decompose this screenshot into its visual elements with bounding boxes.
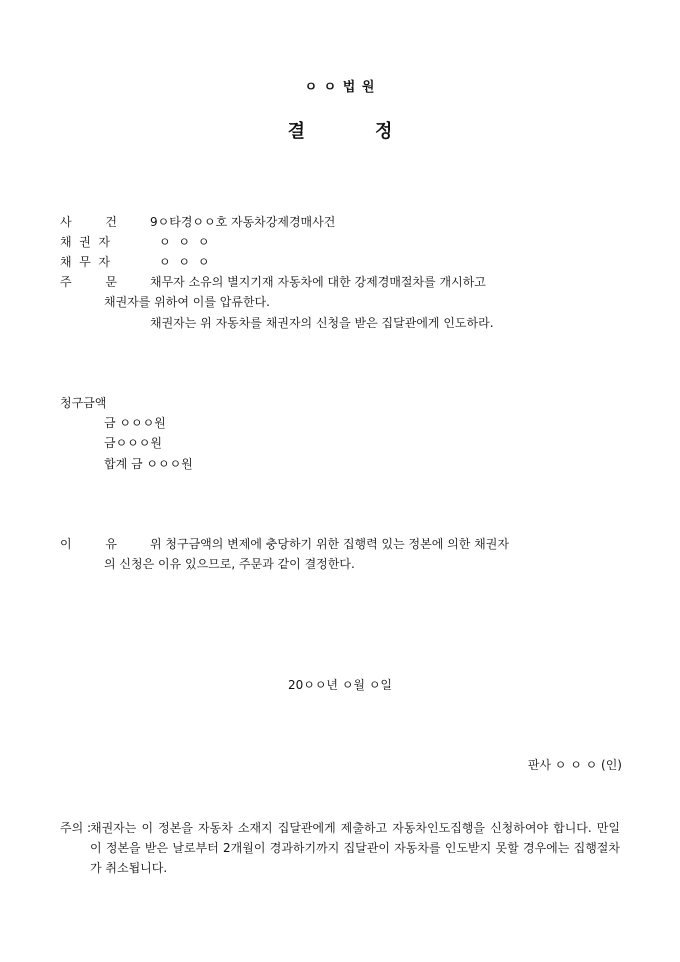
claim-total: 합계 금 ㅇㅇㅇ원 [104,457,193,471]
title-char-2: 정 [375,121,393,142]
claim-line-1: 금 ㅇㅇㅇ원 [104,416,166,430]
claim-label: 청구금액 [60,396,107,410]
decision-date: 20ㅇㅇ년 ㅇ월 ㅇ일 [287,678,393,692]
notice-label: 주의 : [60,821,92,835]
reason-line-1: 위 청구금액의 변제에 충당하기 위한 집행력 있는 정본에 의한 채권자 [150,537,509,551]
document-title [0,121,680,143]
title-char-1: 결 [287,121,305,142]
debtor-label: 채 무 자 [60,255,110,269]
judge-signature: 판사 ㅇ ㅇ ㅇ (인) [527,758,622,772]
order-line-3: 채권자는 위 자동차를 채권자의 신청을 받은 집달관에게 인도하라. [150,316,494,330]
notice-text: 채권자는 이 정본을 자동차 소재지 집달관에게 제출하고 자동차인도집행을 신청하여야 합니다. 만일 이 정본을 받은 날로부터 2개월이 경과하기까지 집달관이 자동차를 인도받지 못할 경우에는 집행절차가 취소됩니다. [90,821,620,875]
claim-line-2: 금ㅇㅇㅇ원 [104,436,162,450]
creditor-value: ㅇ ㅇ ㅇ [159,235,212,249]
order-label: 주 문 [60,275,117,289]
court-name: ㅇ ㅇ 법 원 [304,80,376,95]
creditor-label: 채 권 자 [60,235,110,249]
order-line-1: 채무자 소유의 별지기재 자동차에 대한 강제경매절차를 개시하고 [150,275,486,289]
debtor-value: ㅇ ㅇ ㅇ [159,255,212,269]
case-value: 9ㅇ타경ㅇㅇ호 자동차강제경매사건 [150,215,336,229]
order-line-2: 채권자를 위하여 이를 압류한다. [104,295,270,309]
reason-line-2: 의 신청은 이유 있으므로, 주문과 같이 결정한다. [104,557,355,571]
reason-label: 이 유 [60,537,117,551]
case-label: 사 건 [60,215,117,229]
